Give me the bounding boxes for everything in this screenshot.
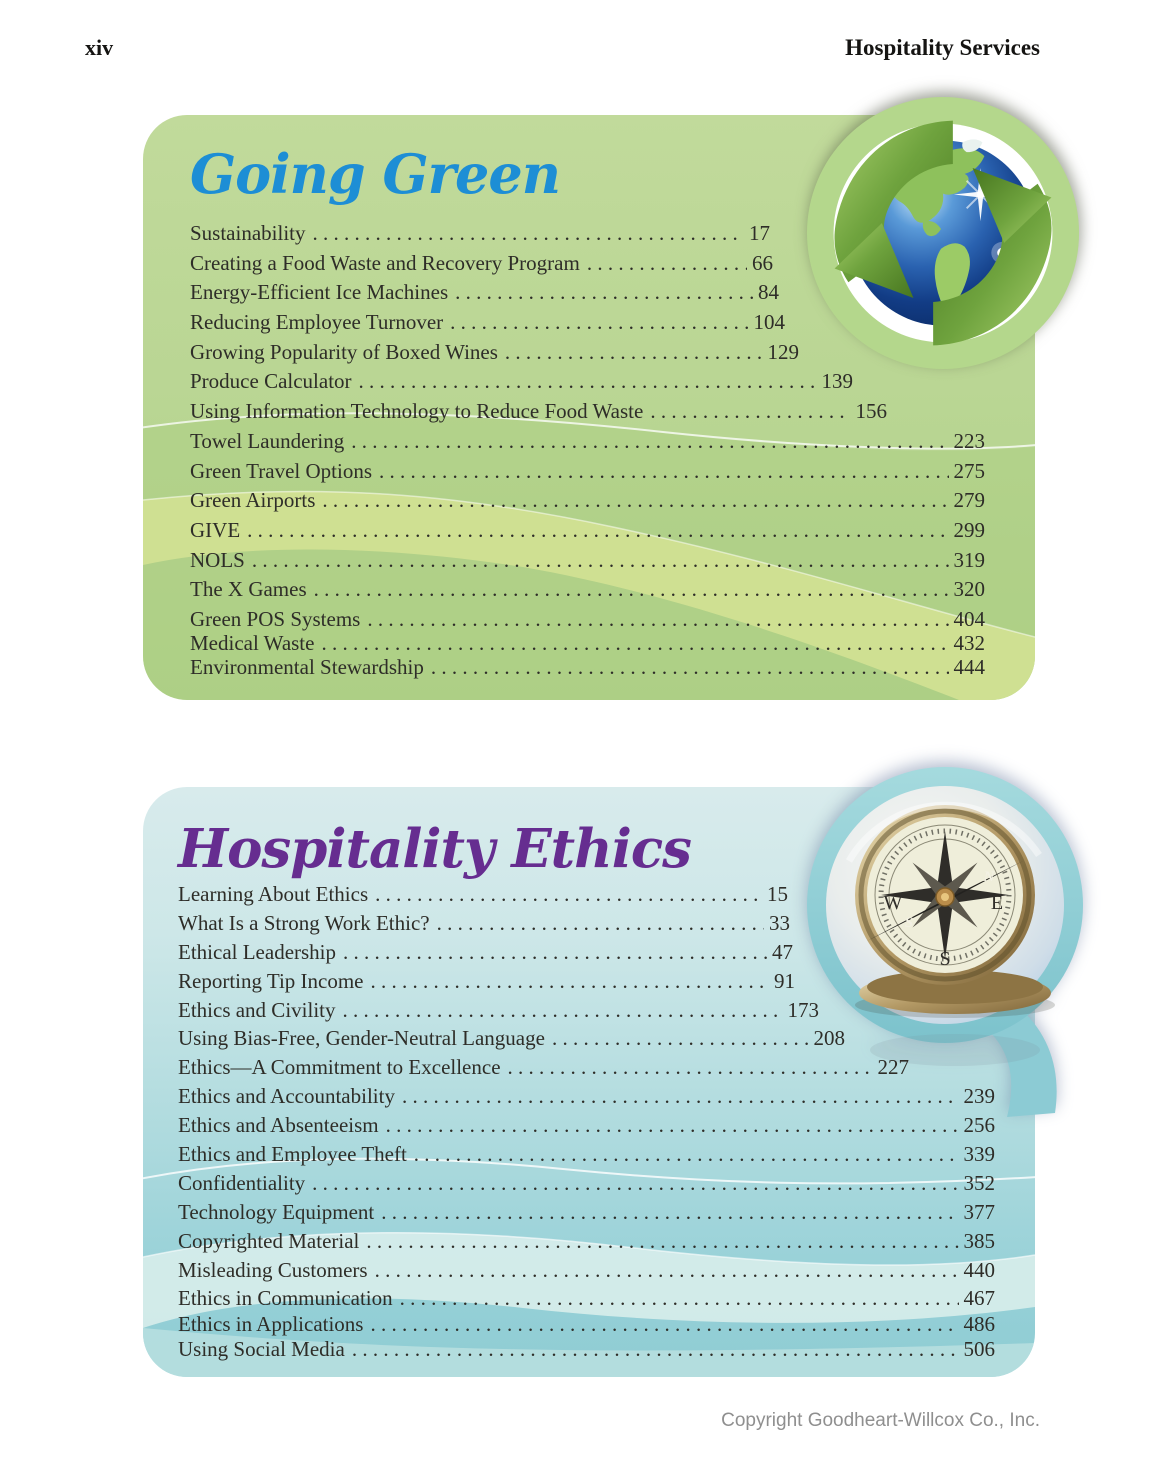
toc-entry [178, 1288, 995, 1313]
page-header [85, 36, 1040, 59]
dotted-leader [371, 971, 769, 992]
toc-entry [178, 939, 995, 971]
dotted-leader [247, 520, 948, 541]
dotted-leader [402, 1086, 959, 1107]
toc-entry [190, 401, 985, 431]
toc-entry-label: Using Social Media [178, 1337, 345, 1362]
toc-entry-page: 444 [953, 654, 985, 679]
toc-entry [190, 517, 985, 550]
dotted-leader [370, 1314, 958, 1335]
toc-entry [178, 1028, 995, 1057]
dotted-leader [431, 657, 949, 678]
section-going-green [143, 115, 1035, 700]
toc-entry-label: Using Information Technology to Reduce Food Waste [190, 399, 644, 424]
toc-entry-page: 432 [953, 630, 985, 655]
toc-entry-page: 275 [953, 458, 985, 483]
toc-entry-label: Misleading Customers [178, 1257, 368, 1282]
toc-entry-page: 506 [963, 1337, 995, 1362]
toc-entry-label: Ethics in Applications [178, 1311, 364, 1336]
toc-entry-page: 239 [963, 1084, 995, 1109]
toc-entry-page: 66 [752, 250, 773, 275]
dotted-leader [313, 223, 745, 244]
toc-entry [190, 630, 985, 657]
dotted-leader [381, 1202, 958, 1223]
dotted-leader [367, 609, 948, 630]
toc-entry [178, 910, 995, 942]
dotted-leader [351, 431, 948, 452]
toc-entry-label: GIVE [190, 517, 241, 542]
toc-entry-label: Ethics and Employee Theft [178, 1142, 407, 1167]
toc-entry-page: 47 [772, 939, 793, 964]
dotted-leader [508, 1057, 873, 1078]
dotted-leader [650, 401, 850, 422]
toc-entry-page: 377 [963, 1199, 995, 1224]
toc-entry [178, 1115, 995, 1144]
dotted-leader [343, 942, 767, 963]
toc-entry-label: Ethics and Accountability [178, 1084, 395, 1109]
dotted-leader [375, 1260, 959, 1281]
toc-entry-label: Ethics and Absenteeism [178, 1113, 379, 1138]
toc-entry-page: 156 [855, 399, 887, 424]
dotted-leader [352, 1339, 959, 1360]
dotted-leader [343, 1000, 783, 1021]
dotted-leader [252, 550, 949, 571]
page-number-folio: xiv [85, 35, 114, 60]
section-title: Going Green [190, 142, 561, 206]
dotted-leader [366, 1231, 958, 1252]
toc-entry-label: Green POS Systems [190, 606, 361, 631]
dotted-leader [359, 371, 817, 392]
toc-entry-page: 173 [787, 997, 819, 1022]
svg-text:S: S [904, 915, 914, 931]
toc-entry [178, 997, 995, 1029]
toc-entry [190, 547, 985, 580]
toc-entry [178, 1170, 995, 1202]
toc-entry-page: 319 [953, 547, 985, 572]
toc-entry-page: 91 [774, 968, 795, 993]
dotted-leader [312, 1173, 958, 1194]
toc-entry-page: 467 [963, 1286, 995, 1311]
svg-text:S: S [939, 948, 951, 970]
toc-entry [190, 458, 985, 491]
toc-entry [190, 371, 985, 401]
toc-entry-page: 129 [767, 339, 799, 364]
toc-entry-label: Towel Laundering [190, 428, 345, 453]
dotted-leader [587, 253, 747, 274]
toc-entry-page: 223 [953, 428, 985, 453]
toc-entry-label: Ethical Leadership [178, 939, 337, 964]
toc-entry [178, 1311, 995, 1339]
copyright-notice: Copyright Goodheart-Willcox Co., Inc. [721, 1410, 1040, 1431]
toc-entry-page: 404 [953, 606, 985, 631]
toc-entry [190, 579, 985, 609]
toc-entry [190, 606, 985, 633]
toc-entry-label: NOLS [190, 547, 245, 572]
toc-entry-label: Environmental Stewardship [190, 654, 424, 679]
toc-entry [190, 223, 985, 253]
toc-entry-label: Creating a Food Waste and Recovery Program [190, 250, 580, 275]
section-title: Hospitality Ethics [178, 818, 691, 880]
dotted-leader [321, 633, 948, 654]
toc-entry [178, 1228, 995, 1260]
toc-entry-page: 17 [749, 221, 770, 245]
toc-entry-label: Reducing Employee Turnover [190, 310, 444, 335]
toc-entry-label: Ethics—A Commitment to Excellence [178, 1055, 501, 1080]
toc-entry-page: 33 [769, 910, 790, 935]
toc-entry-label: Energy-Efficient Ice Machines [190, 280, 449, 305]
toc-entry [178, 1199, 995, 1231]
toc-entry [190, 490, 985, 520]
toc-entry-label: Green Airports [190, 488, 316, 513]
svg-text:N: N [983, 869, 995, 885]
toc-entry-page: 104 [753, 310, 785, 335]
toc-entry [190, 250, 985, 283]
toc-entry-page: 440 [963, 1257, 995, 1282]
dotted-leader [314, 579, 949, 600]
dotted-leader [455, 282, 753, 303]
section-hospitality-ethics [143, 787, 1035, 1377]
toc-entry [178, 1086, 995, 1115]
toc-entry-label: Learning About Ethics [178, 882, 369, 906]
dotted-leader [400, 1288, 959, 1309]
dotted-leader [386, 1115, 959, 1136]
toc-entry-label: What Is a Strong Work Ethic? [178, 910, 430, 935]
dotted-leader [505, 342, 763, 363]
toc-entry [190, 654, 985, 681]
toc-entry-page: 339 [963, 1142, 995, 1167]
toc-entry-page: 385 [963, 1228, 995, 1253]
toc-entry-page: 279 [953, 488, 985, 513]
toc-entry [178, 1144, 995, 1173]
dotted-leader [437, 913, 764, 934]
dotted-leader [322, 490, 948, 511]
toc-entry-label: Copyrighted Material [178, 1228, 360, 1253]
toc-entry-page: 486 [963, 1311, 995, 1336]
toc-entry [190, 282, 985, 312]
toc-entry-label: Growing Popularity of Boxed Wines [190, 339, 498, 364]
toc-entry-page: 352 [963, 1170, 995, 1195]
toc-entry [178, 1339, 995, 1364]
toc-entry-label: Reporting Tip Income [178, 968, 364, 993]
toc-entry [178, 1057, 995, 1086]
toc-entry [178, 884, 995, 913]
toc-entry-label: The X Games [190, 577, 307, 602]
toc-entry-label: Confidentiality [178, 1170, 306, 1195]
svg-text:W: W [883, 892, 903, 914]
toc-entry-label: Technology Equipment [178, 1199, 375, 1224]
toc-entry-label: Medical Waste [190, 630, 315, 655]
running-head: Hospitality Services [845, 35, 1040, 60]
svg-text:E: E [990, 892, 1004, 914]
toc-entry-label: Using Bias-Free, Gender-Neutral Language [178, 1026, 545, 1051]
toc-entry-label: Sustainability [190, 221, 306, 245]
dotted-leader [552, 1028, 809, 1049]
dotted-leader [375, 884, 762, 905]
toc-entry-page: 15 [767, 882, 788, 906]
toc-entry-label: Green Travel Options [190, 458, 372, 483]
toc-list [178, 884, 995, 1364]
toc-entry [190, 428, 985, 461]
toc-entry [190, 312, 985, 342]
dotted-leader [379, 461, 949, 482]
dotted-leader [414, 1144, 959, 1165]
toc-entry-page: 208 [813, 1026, 845, 1051]
toc-entry-label: Ethics in Communication [178, 1286, 393, 1311]
toc-entry-page: 320 [953, 577, 985, 602]
toc-entry-label: Ethics and Civility [178, 997, 336, 1022]
toc-entry-page: 84 [758, 280, 779, 305]
toc-entry [178, 968, 995, 1000]
toc-list [190, 223, 985, 681]
dotted-leader [450, 312, 748, 333]
toc-entry-page: 299 [953, 517, 985, 542]
toc-entry [190, 339, 985, 372]
toc-entry [178, 1257, 995, 1289]
toc-entry-page: 139 [821, 369, 853, 394]
toc-entry-label: Produce Calculator [190, 369, 352, 394]
toc-entry-page: 227 [877, 1055, 909, 1080]
toc-entry-page: 256 [963, 1113, 995, 1138]
